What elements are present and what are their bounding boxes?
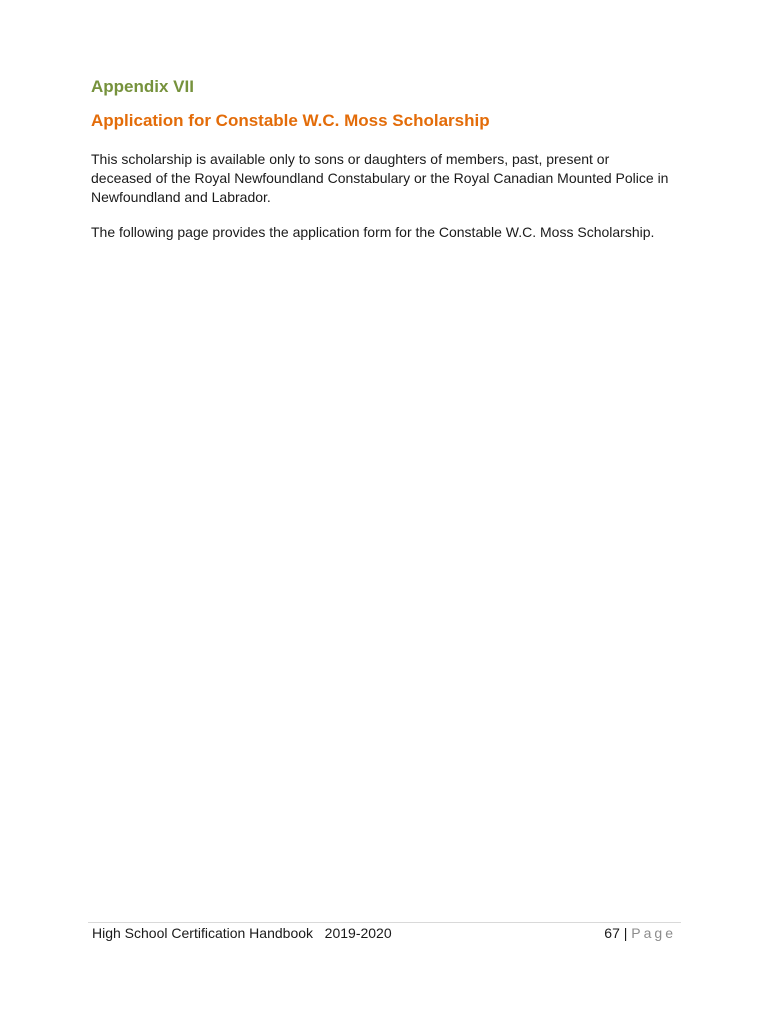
appendix-heading: Appendix VII bbox=[91, 77, 194, 96]
form-reference-paragraph: The following page provides the application form for the Constable W.C. Moss Scholarship. bbox=[91, 224, 655, 240]
page-separator: | bbox=[623, 925, 628, 941]
footer-divider bbox=[88, 922, 681, 923]
page-number: 67 bbox=[604, 925, 620, 941]
footer-page-indicator bbox=[604, 925, 676, 941]
page-label: Page bbox=[631, 925, 676, 941]
footer-document-title: High School Certification Handbook 2019-2020 bbox=[92, 925, 392, 941]
eligibility-paragraph: This scholarship is available only to sons or daughters of members, past, present or deceased of the Royal Newfoundland Constabulary or the Royal Canadian Mounted Police in Newfoundland and Labrador. bbox=[91, 151, 669, 205]
section-title: Application for Constable W.C. Moss Scholarship bbox=[91, 111, 490, 130]
